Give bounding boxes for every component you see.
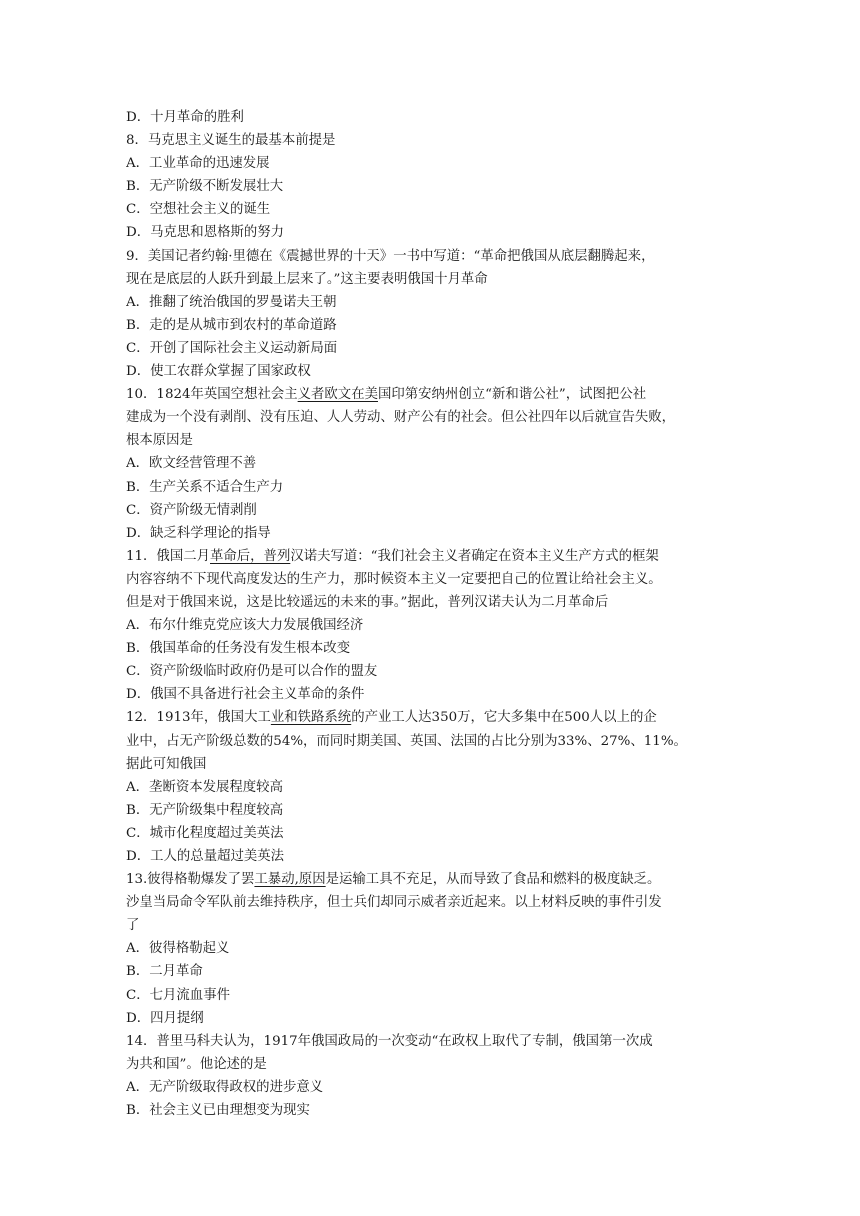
text-segment: D．工人的总量超过美英法 [126,849,285,864]
text-segment: C．开创了国际社会主义运动新局面 [126,340,338,356]
text-segment: D．俄国不具备进行社会主义革命的条件 [126,687,365,703]
text-segment: A．推翻了统治俄国的罗曼诺夫王朝 [126,294,337,310]
question-text-block [126,106,738,1122]
text-segment: 内容容纳不下现代高度发达的生产力，那时候资本主义一定要把自己的位置让给社会主义。 [126,571,662,587]
text-line [126,291,738,314]
text-line [126,1099,738,1122]
text-segment: 12．1913年，俄国大工 [126,710,271,726]
text-line [126,221,738,244]
text-line [126,891,738,914]
text-line [126,660,738,683]
text-line [126,175,738,198]
text-line [126,868,738,891]
text-segment: 14．普里马科夫认为，1917年俄国政局的一次变动“在政权上取代了专制，俄国第一次成 [126,1033,653,1049]
text-segment: 13.彼得格勒爆发了罢 [126,872,255,888]
text-segment: 沙皇当局命令军队前去维持秩序，但士兵们却同示威者亲近起来。以上材料反映的事件引发 [126,895,662,911]
text-segment: D．使工农群众掌握了国家政权 [126,364,311,380]
text-segment: B．走的是从城市到农村的革命道路 [126,317,337,333]
text-line [126,1076,738,1099]
text-segment: B．俄国革命的任务没有发生根本改变 [126,641,351,657]
underlined-text: 革命后，普列 [210,548,291,564]
text-segment: A．欧文经营管理不善 [126,456,257,472]
text-segment: B．无产阶级不断发展壮大 [126,179,284,195]
text-line [126,1007,738,1030]
text-segment: C．城市化程度超过美英法 [126,825,284,841]
text-line [126,730,738,753]
text-segment: 8．马克思主义诞生的最基本前提是 [126,133,336,149]
text-line [126,845,738,868]
text-line [126,591,738,614]
text-segment: B．二月革命 [126,964,203,980]
text-line [126,937,738,960]
text-segment: 9．美国记者约翰·里德在《震撼世界的十天》一书中写道：“革命把俄国从底层翻腾起来， [126,248,655,264]
text-line [126,545,738,568]
text-segment: 现在是底层的人跃升到最上层来了。”这主要表明俄国十月革命 [126,271,488,287]
text-segment: 11．俄国二月 [126,548,210,564]
text-line [126,245,738,268]
text-segment: A．工业革命的迅速发展 [126,156,270,172]
text-line [126,152,738,175]
underlined-text: 工暴动,原因 [254,872,326,888]
text-segment: D．四月提纲 [126,1010,204,1026]
underlined-text: 义者欧文在美 [297,387,378,403]
text-line [126,429,738,452]
text-line [126,984,738,1007]
text-segment: A．无产阶级取得政权的进步意义 [126,1079,324,1095]
text-line [126,314,738,337]
text-segment: 10．1824年英国空想社会主 [126,387,298,403]
text-line [126,799,738,822]
text-segment: B．无产阶级集中程度较高 [126,802,284,818]
text-line [126,268,738,291]
text-line [126,637,738,660]
text-line [126,822,738,845]
text-line [126,753,738,776]
text-line [126,1053,738,1076]
text-segment: 根本原因是 [126,433,193,449]
text-line [126,683,738,706]
text-segment: C．七月流血事件 [126,987,230,1003]
text-line [126,129,738,152]
text-segment: C．空想社会主义的诞生 [126,202,271,218]
text-line [126,522,738,545]
text-line [126,198,738,221]
text-line [126,106,738,129]
text-segment: 据此可知俄国 [126,756,207,772]
text-line [126,406,738,429]
text-line [126,706,738,729]
text-segment: 国印第安纳州创立“新和谐公社”，试图把公社 [377,387,647,403]
text-line [126,476,738,499]
text-line [126,1030,738,1053]
text-segment: A．垄断资本发展程度较高 [126,779,283,795]
text-segment: 汉诺夫写道：“我们社会主义者确定在资本主义生产方式的框架 [290,548,659,564]
text-segment: 但是对于俄国来说，这是比较遥远的未来的事。”据此，普列汉诺夫认为二月革命后 [126,594,609,610]
text-segment: A．布尔什维克党应该大力发展俄国经济 [126,618,364,634]
text-segment: 是运输工具不充足，从而导致了食品和燃料的极度缺乏。 [325,872,661,888]
text-line [126,776,738,799]
text-line [126,452,738,475]
text-segment: C．资产阶级临时政府仍是可以合作的盟友 [126,664,378,680]
text-segment: 了 [126,918,140,934]
text-segment: D．缺乏科学理论的指导 [126,525,271,541]
text-segment: B．社会主义已由理想变为现实 [126,1103,310,1119]
text-line [126,614,738,637]
text-line [126,499,738,522]
text-segment: A．彼得格勒起义 [126,941,230,957]
text-line [126,960,738,983]
underlined-text: 业和铁路系统 [270,710,352,726]
text-segment: 为共和国”。他论述的是 [126,1056,267,1072]
text-segment: 业中，占无产阶级总数的54%，而同时期美国、英国、法国的占比分别为33%、27%、11%。 [126,733,687,749]
text-segment: 的产业工人达350万，它大多集中在500人以上的企 [351,710,657,726]
text-line [126,568,738,591]
text-line [126,383,738,406]
text-segment: C．资产阶级无情剥削 [126,502,257,518]
text-segment: D．马克思和恩格斯的努力 [126,225,285,241]
text-line [126,360,738,383]
text-line [126,914,738,937]
text-line [126,337,738,360]
text-segment: 建成为一个没有剥削、没有压迫、人人劳动、财产公有的社会。但公社四年以后就宣告失败， [126,410,676,426]
text-segment: D．十月革命的胜利 [126,110,244,125]
text-segment: B．生产关系不适合生产力 [126,479,284,495]
